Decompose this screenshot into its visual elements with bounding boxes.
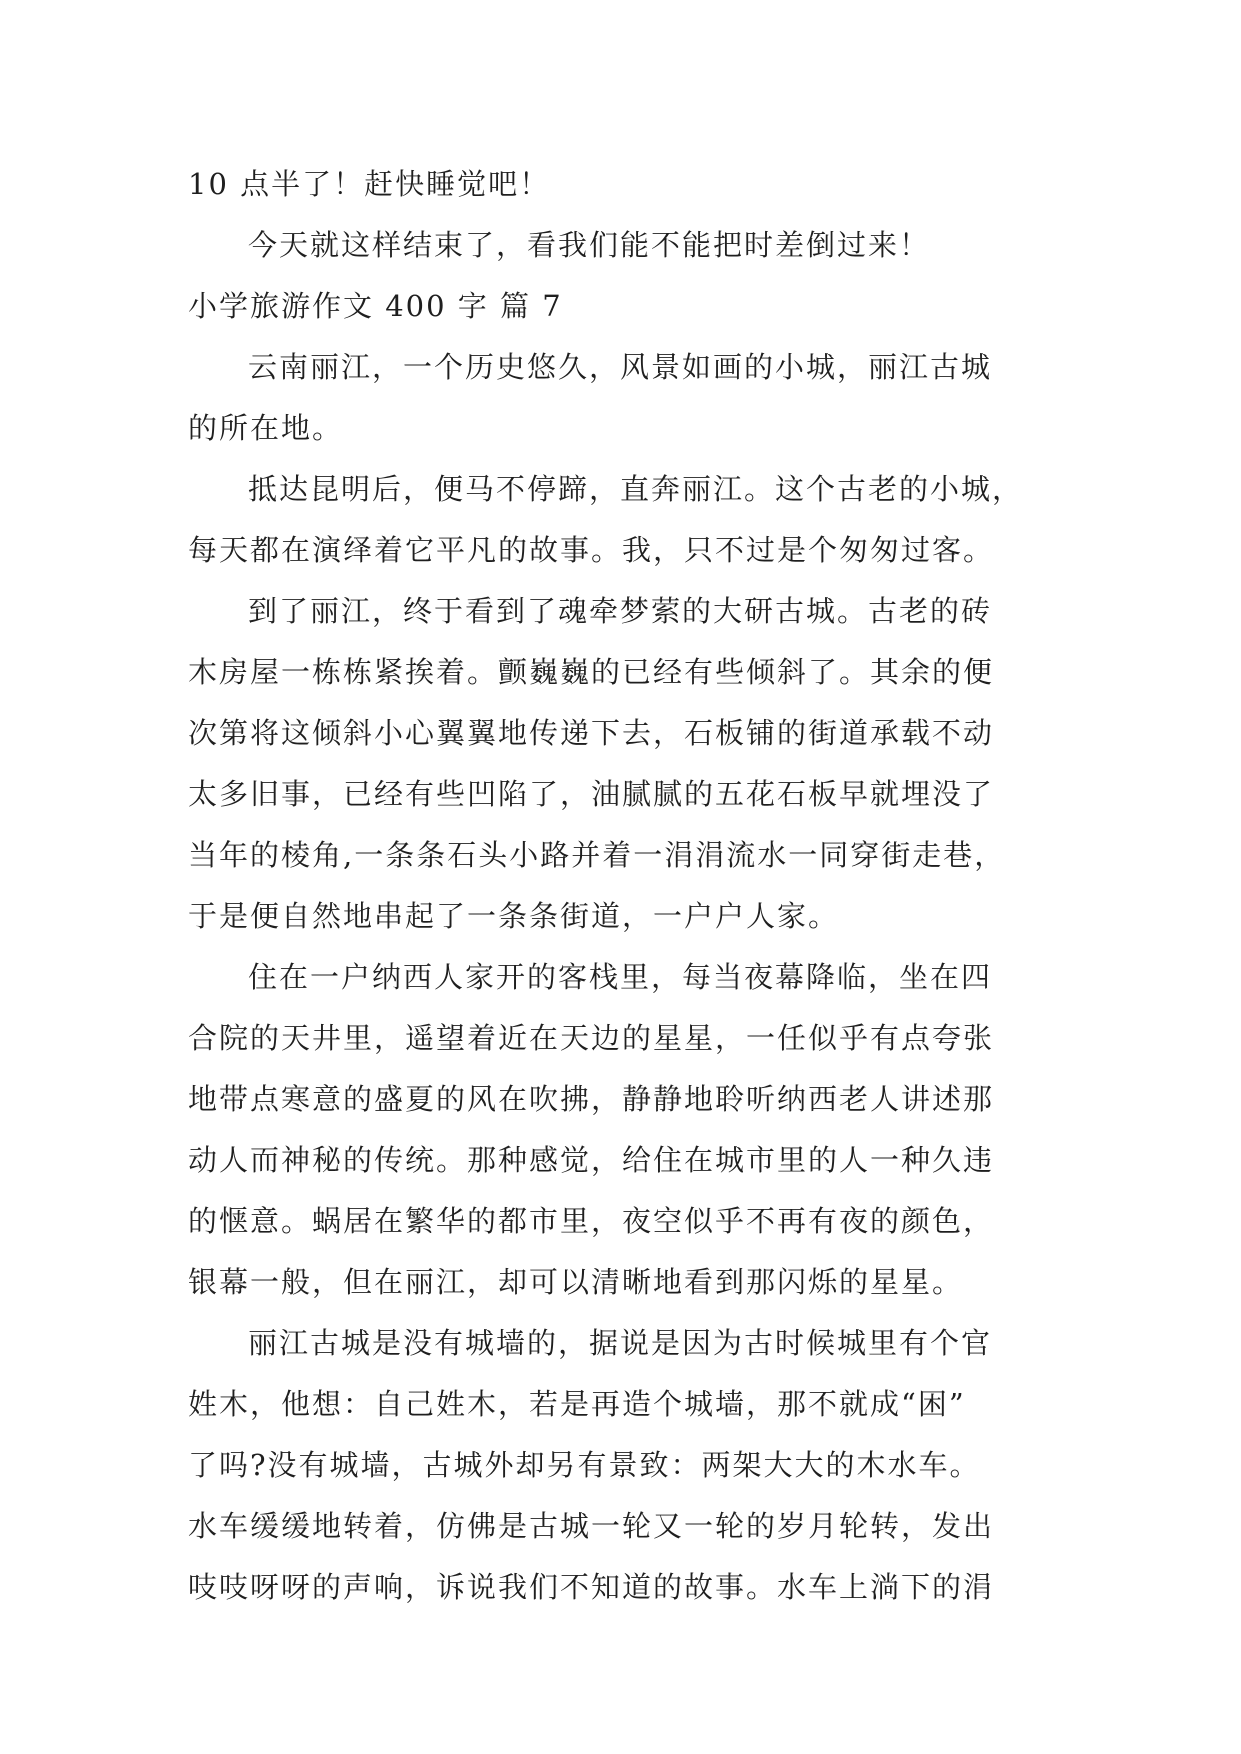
text-line: 了吗?没有城墙，古城外却另有景致：两架大大的木水车。 [188,1448,981,1482]
text-line: 的所在地。 [188,411,344,445]
text-line: 当年的棱角,一条条石头小路并着一涓涓流水一同穿街走巷， [188,838,1006,872]
essay-text [188,154,1058,1618]
essay-heading: 小学旅游作文 400 字 篇 7 [188,289,563,323]
text-line: 次第将这倾斜小心翼翼地传递下去，石板铺的街道承载不动 [188,716,995,750]
text-line: 姓木，他想：自己姓木，若是再造个城墙，那不就成“困” [188,1387,966,1421]
paragraph-first-line: 丽江古城是没有城墙的，据说是因为古时候城里有个官 [248,1326,993,1360]
text-line: 的惬意。蜗居在繁华的都市里，夜空似乎不再有夜的颜色， [188,1204,995,1238]
paragraph-first-line: 住在一户纳西人家开的客栈里，每当夜幕降临，坐在四 [248,960,993,994]
text-line: 水车缓缓地转着，仿佛是古城一轮又一轮的岁月轮转，发出 [188,1509,995,1543]
paragraph-first-line: 今天就这样结束了，看我们能不能把时差倒过来！ [248,228,931,262]
text-line: 吱吱呀呀的声响，诉说我们不知道的故事。水车上淌下的涓 [188,1570,995,1604]
text-line: 地带点寒意的盛夏的风在吹拂，静静地聆听纳西老人讲述那 [188,1082,995,1116]
text-line: 银幕一般，但在丽江，却可以清晰地看到那闪烁的星星。 [188,1265,964,1299]
text-line: 动人而神秘的传统。那种感觉，给住在城市里的人一种久违 [188,1143,995,1177]
paragraph-first-line: 到了丽江，终于看到了魂牵梦萦的大研古城。古老的砖 [248,594,993,628]
text-line: 木房屋一栋栋紧挨着。颤巍巍的已经有些倾斜了。其余的便 [188,655,995,689]
text-line: 10 点半了！赶快睡觉吧！ [188,167,551,201]
text-line: 太多旧事，已经有些凹陷了，油腻腻的五花石板早就埋没了 [188,777,995,811]
text-line: 合院的天井里，遥望着近在天边的星星，一任似乎有点夸张 [188,1021,995,1055]
paragraph-first-line: 云南丽江，一个历史悠久，风景如画的小城，丽江古城 [248,350,993,384]
paragraph-first-line: 抵达昆明后，便马不停蹄，直奔丽江。这个古老的小城， [248,472,1024,506]
text-line: 每天都在演绎着它平凡的故事。我，只不过是个匆匆过客。 [188,533,995,567]
text-line: 于是便自然地串起了一条条街道，一户户人家。 [188,899,840,933]
